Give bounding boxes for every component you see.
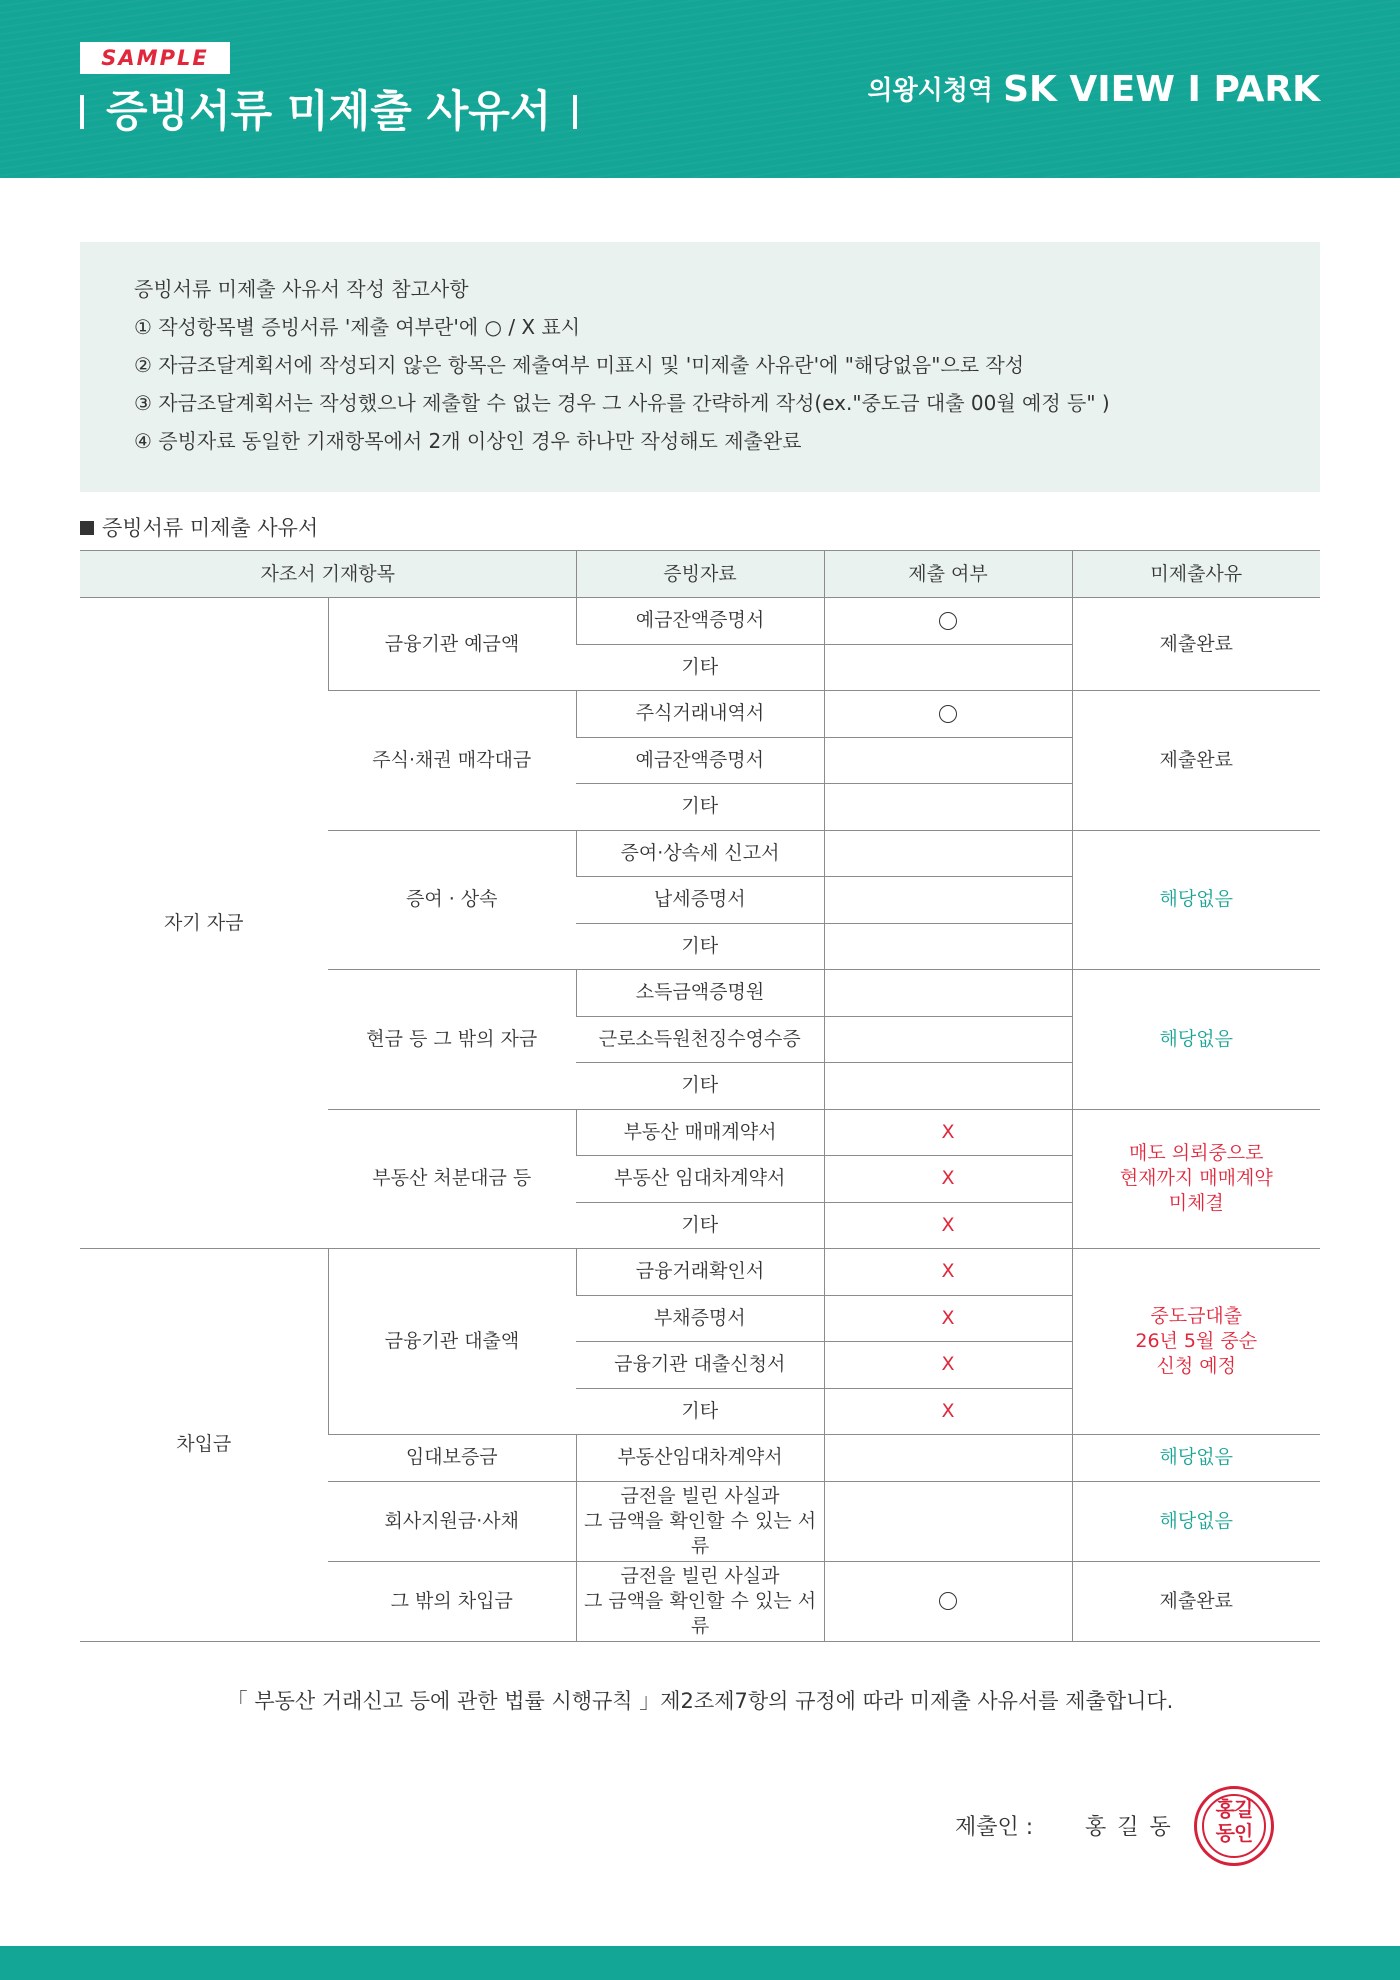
title-bar-left	[80, 95, 84, 129]
header-reason: 미제출사유	[1072, 551, 1320, 598]
doc-line: 금전을 빌린 사실과	[620, 1564, 780, 1587]
submitter-label: 제출인 :	[955, 1815, 1034, 1840]
notes-item: ④ 증빙자료 동일한 기재항목에서 2개 이상인 경우 하나만 작성해도 제출완료	[134, 429, 802, 453]
sample-tag: SAMPLE	[80, 42, 230, 74]
reason-cell	[1072, 1109, 1320, 1249]
submitted-cell	[824, 784, 1072, 831]
doc-cell	[576, 1561, 824, 1641]
x-mark-icon: X	[941, 1353, 955, 1376]
doc-cell: 금융거래확인서	[576, 1249, 824, 1296]
doc-line: 그 금액을 확인할 수 있는 서류	[583, 1509, 817, 1557]
submitted-cell	[824, 644, 1072, 691]
doc-cell: 증여·상속세 신고서	[576, 830, 824, 877]
submitted-cell	[824, 1295, 1072, 1342]
item-cell: 현금 등 그 밖의 자금	[328, 970, 576, 1110]
circle-mark-icon	[939, 705, 957, 723]
submitted-cell	[824, 691, 1072, 738]
section-title	[80, 512, 318, 542]
doc-cell: 기타	[576, 644, 824, 691]
header-doc: 증빙자료	[576, 551, 824, 598]
square-bullet-icon	[80, 521, 94, 535]
doc-cell: 기타	[576, 784, 824, 831]
submitted-cell	[824, 1561, 1072, 1641]
category-cell: 자기 자금	[80, 598, 328, 1249]
reason-line: 현재까지 매매계약	[1119, 1167, 1273, 1190]
doc-cell: 기타	[576, 923, 824, 970]
doc-cell: 기타	[576, 1388, 824, 1435]
doc-cell: 부동산 임대차계약서	[576, 1156, 824, 1203]
table-header-row	[80, 551, 1320, 598]
doc-cell: 근로소득원천징수영수증	[576, 1016, 824, 1063]
submitter-name: 홍 길 동	[1085, 1815, 1173, 1840]
item-cell: 그 밖의 차입금	[328, 1561, 576, 1641]
doc-cell: 소득금액증명원	[576, 970, 824, 1017]
item-cell: 금융기관 예금액	[328, 598, 576, 691]
item-cell: 금융기관 대출액	[328, 1249, 576, 1435]
legal-statement: 「 부동산 거래신고 등에 관한 법률 시행규칙 」제2조제7항의 규정에 따라 미제출 사유서를 제출합니다.	[226, 1689, 1174, 1713]
circle-mark-icon	[939, 612, 957, 630]
item-cell: 증여 · 상속	[328, 830, 576, 970]
x-mark-icon: X	[941, 1260, 955, 1283]
document-title-text: 증빙서류 미제출 사유서	[106, 87, 552, 137]
header-item: 자조서 기재항목	[80, 551, 576, 598]
x-mark-icon: X	[941, 1306, 955, 1329]
submitted-cell	[824, 1435, 1072, 1482]
doc-cell: 부채증명서	[576, 1295, 824, 1342]
x-mark-icon: X	[941, 1399, 955, 1422]
notes-heading: 증빙서류 미제출 사유서 작성 참고사항	[134, 277, 469, 301]
submitted-cell	[824, 1016, 1072, 1063]
reason-cell: 제출완료	[1072, 598, 1320, 691]
reason-line: 매도 의뢰중으로	[1128, 1142, 1264, 1165]
x-mark-icon: X	[941, 1120, 955, 1143]
reason-line: 26년 5월 중순	[1135, 1330, 1258, 1352]
x-mark-icon: X	[941, 1213, 955, 1236]
submitted-cell	[824, 1481, 1072, 1561]
evidence-table	[80, 550, 1320, 1642]
submitted-cell	[824, 1109, 1072, 1156]
notes-item: ② 자금조달계획서에 작성되지 않은 항목은 제출여부 미표시 및 '미제출 사유란'에 "해당없음"으로 작성	[134, 353, 1025, 377]
item-cell: 부동산 처분대금 등	[328, 1109, 576, 1249]
category-cell: 차입금	[80, 1249, 328, 1642]
reason-cell: 해당없음	[1072, 1481, 1320, 1561]
reason-cell: 제출완료	[1072, 1561, 1320, 1641]
brand-logo	[867, 66, 1320, 120]
document-title	[80, 82, 577, 142]
submitted-cell	[824, 923, 1072, 970]
doc-cell: 납세증명서	[576, 877, 824, 924]
submitted-cell	[824, 1156, 1072, 1203]
doc-cell	[576, 1481, 824, 1561]
reference-notes-box	[80, 242, 1320, 492]
title-bar-right	[573, 95, 577, 129]
doc-cell: 예금잔액증명서	[576, 737, 824, 784]
reason-cell: 제출완료	[1072, 691, 1320, 831]
submitted-cell	[824, 598, 1072, 645]
item-cell: 회사지원금·사채	[328, 1481, 576, 1561]
brand-location: 의왕시청역	[867, 76, 994, 106]
submitted-cell	[824, 877, 1072, 924]
doc-line: 그 금액을 확인할 수 있는 서류	[583, 1589, 817, 1637]
submitted-cell	[824, 830, 1072, 877]
table-row	[80, 598, 1320, 645]
item-cell: 임대보증금	[328, 1435, 576, 1482]
reason-cell	[1072, 1249, 1320, 1435]
submitted-cell	[824, 737, 1072, 784]
notes-item: ① 작성항목별 증빙서류 '제출 여부란'에 ○ / X 표시	[134, 315, 581, 339]
brand-name: SK VIEW I PARK	[1003, 69, 1320, 110]
submitted-cell	[824, 1249, 1072, 1296]
submitted-cell	[824, 1342, 1072, 1389]
table-row	[80, 1249, 1320, 1296]
x-mark-icon: X	[941, 1167, 955, 1190]
doc-cell: 부동산임대차계약서	[576, 1435, 824, 1482]
reason-cell: 해당없음	[1072, 970, 1320, 1110]
reason-cell: 해당없음	[1072, 1435, 1320, 1482]
doc-cell: 기타	[576, 1202, 824, 1249]
section-title-text: 증빙서류 미제출 사유서	[102, 516, 319, 540]
doc-line: 금전을 빌린 사실과	[620, 1484, 780, 1507]
header-submitted: 제출 여부	[824, 551, 1072, 598]
doc-cell: 금융기관 대출신청서	[576, 1342, 824, 1389]
doc-cell: 주식거래내역서	[576, 691, 824, 738]
header-banner	[0, 0, 1400, 178]
item-cell: 주식·채권 매각대금	[328, 691, 576, 831]
doc-cell: 기타	[576, 1063, 824, 1110]
submitted-cell	[824, 970, 1072, 1017]
circle-mark-icon	[939, 1592, 957, 1610]
reason-line: 신청 예정	[1156, 1355, 1236, 1377]
doc-cell: 예금잔액증명서	[576, 598, 824, 645]
seal-text: 홍길 동인	[1215, 1797, 1253, 1845]
reason-line: 미체결	[1168, 1192, 1224, 1215]
seal-stamp	[1194, 1786, 1274, 1866]
submitted-cell	[824, 1063, 1072, 1110]
notes-item: ③ 자금조달계획서는 작성했으나 제출할 수 없는 경우 그 사유를 간략하게 작성(ex."중도금 대출 00월 예정 등" )	[134, 391, 1110, 415]
submitted-cell	[824, 1202, 1072, 1249]
submitted-cell	[824, 1388, 1072, 1435]
reason-cell: 해당없음	[1072, 830, 1320, 970]
doc-cell: 부동산 매매계약서	[576, 1109, 824, 1156]
reason-line: 중도금대출	[1150, 1305, 1243, 1327]
footer-bar	[0, 1946, 1400, 1980]
